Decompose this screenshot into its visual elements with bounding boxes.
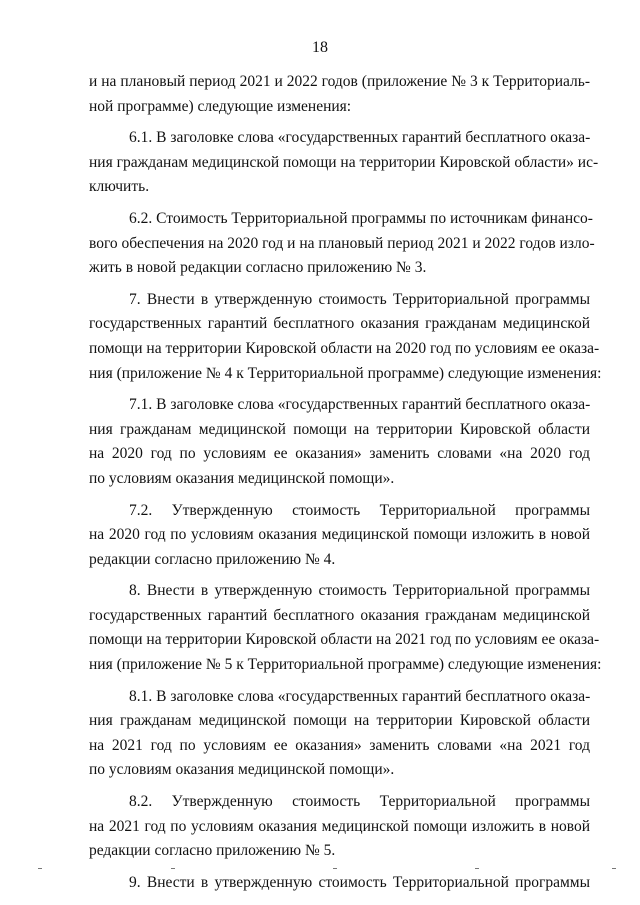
text-line: ния гражданам медицинской помощи на территории Кировской области» ис- — [89, 153, 599, 171]
paragraph-6-2 — [89, 207, 595, 281]
text-line: 7.1. В заголовке слова «государственных гарантий бесплатного оказа- — [129, 396, 591, 414]
text-line: 9. Внести в утвержденную стоимость Территориальной программы — [129, 873, 590, 891]
document-body — [89, 70, 602, 902]
text-line: редакции согласно приложению № 5. — [89, 842, 336, 860]
text-line: государственных гарантий бесплатного оказания гражданам медицинской — [89, 315, 590, 333]
text-line: государственных гарантий бесплатного оказания гражданам медицинской — [89, 606, 590, 624]
text-line: ния (приложение № 5 к Территориальной программе) следующие изменения: — [89, 656, 602, 674]
paragraph-8-2 — [89, 790, 590, 864]
scan-speck — [38, 868, 42, 869]
text-line: 8. Внести в утвержденную стоимость Территориальной программы — [129, 582, 590, 600]
paragraph-8-1 — [89, 685, 590, 783]
paragraph-8 — [89, 579, 602, 677]
text-line: жить в новой редакции согласно приложению № 3. — [89, 259, 427, 277]
text-line: 6.1. В заголовке слова «государственных гарантий бесплатного оказа- — [129, 129, 591, 147]
text-line: помощи на территории Кировской области на 2021 год по условиям ее оказа- — [89, 631, 600, 649]
text-line: 8.1. В заголовке слова «государственных гарантий бесплатного оказа- — [129, 687, 591, 705]
text-line: вого обеспечения на 2020 год и на плановый период 2021 и 2022 годов изло- — [89, 234, 595, 252]
text-line: помощи на территории Кировской области на 2020 год по условиям ее оказа- — [89, 339, 600, 357]
text-line: по условиям оказания медицинской помощи». — [89, 761, 395, 779]
text-line: ния гражданам медицинской помощи на территории Кировской области — [89, 420, 590, 438]
text-line: 7. Внести в утвержденную стоимость Территориальной программы — [129, 290, 590, 308]
text-line: на 2020 год по условиям ее оказания» заменить словами «на 2020 год — [89, 445, 590, 463]
text-line: 6.2. Стоимость Территориальной программы по источникам финансо- — [129, 209, 593, 227]
paragraph-9 — [89, 871, 590, 896]
text-line: и на плановый период 2021 и 2022 годов (приложение № 3 к Территориаль- — [89, 73, 590, 90]
text-line: на 2020 год по условиям оказания медицинской помощи изложить в новой — [89, 526, 590, 544]
text-line: на 2021 год по условиям ее оказания» заменить словами «на 2021 год — [89, 736, 590, 754]
scan-speck — [612, 868, 616, 869]
scan-speck — [333, 868, 337, 869]
paragraph-continuation — [89, 70, 590, 119]
text-line: 7.2. Утвержденную стоимость Территориальной программы — [129, 501, 590, 519]
text-line: редакции согласно приложению № 4. — [89, 550, 336, 568]
paragraph-7 — [89, 288, 602, 386]
text-line: ния гражданам медицинской помощи на территории Кировской области — [89, 712, 590, 730]
text-line: по условиям оказания медицинской помощи». — [89, 469, 395, 487]
page-number: 18 — [312, 39, 328, 56]
text-line: 8.2. Утвержденную стоимость Территориальной программы — [129, 793, 590, 811]
paragraph-6-1 — [89, 126, 599, 200]
scan-speck — [475, 868, 479, 869]
text-line: ния (приложение № 4 к Территориальной программе) следующие изменения: — [89, 364, 602, 382]
scan-speck — [171, 868, 175, 869]
paragraph-7-1 — [89, 393, 590, 491]
text-line: ной программе) следующие изменения: — [89, 97, 352, 115]
text-line: на 2021 год по условиям оказания медицинской помощи изложить в новой — [89, 817, 590, 835]
text-line: ключить. — [89, 178, 150, 196]
paragraph-7-2 — [89, 499, 590, 573]
